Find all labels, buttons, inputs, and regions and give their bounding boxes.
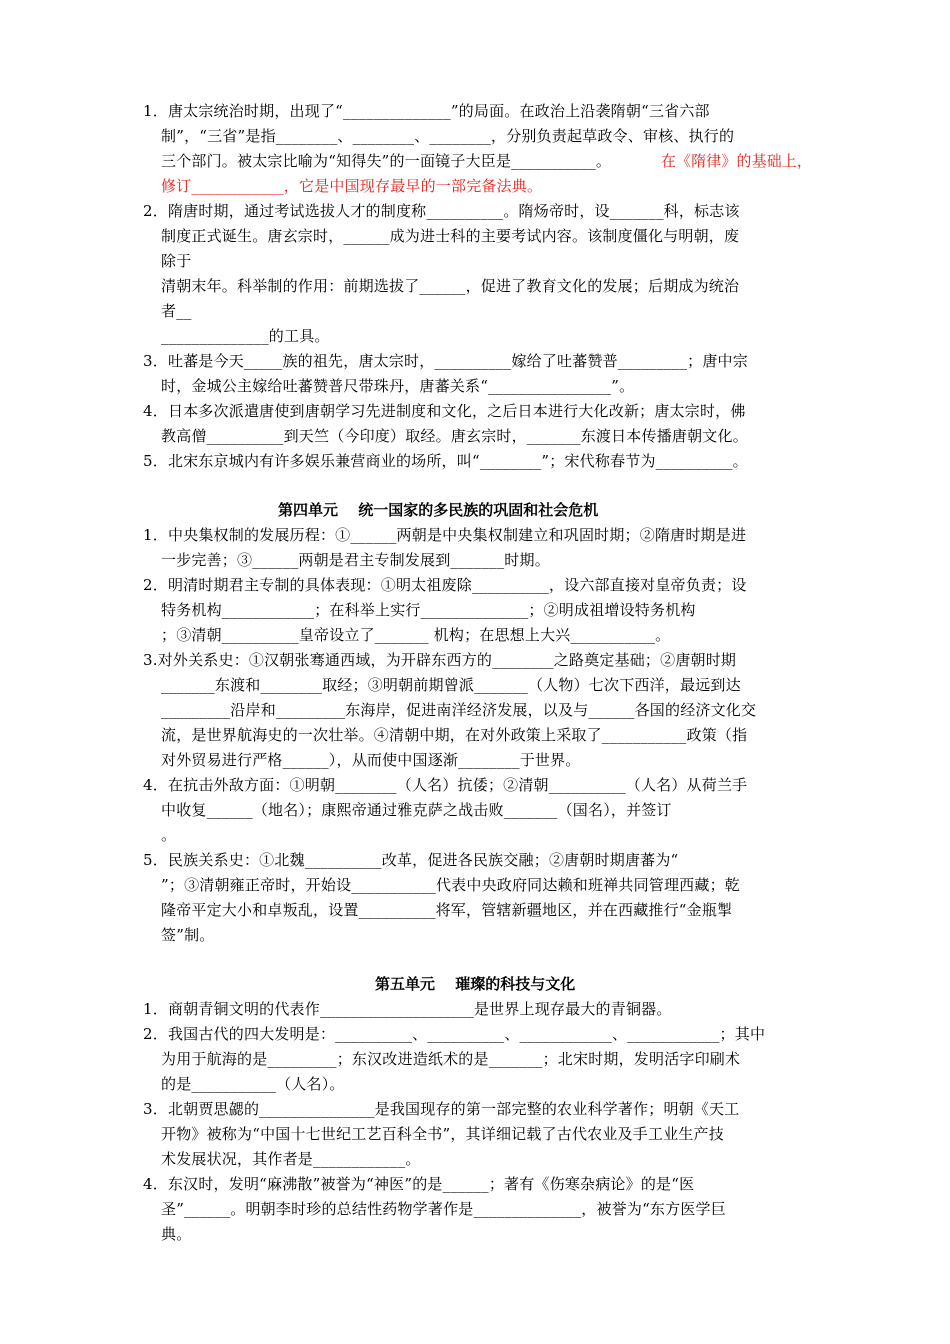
text-line: 为用于航海的是_________；东汉改进造纸术的是_______；北宋时期，发明活字印刷术 [161,1050,741,1068]
text-line: 除于 [161,252,192,270]
text-line: 2．我国古代的四大发明是：__________、__________、____________、____________；其中 [143,1025,766,1043]
text-line: _________沿岸和_________东海岸，促进南洋经济发展，以及与______各国的经济文化交 [161,701,757,719]
text-line: 3．北朝贾思勰的_______________是我国现存的第一部完整的农业科学著作；明朝《天工 [143,1100,740,1118]
text-line: 教高僧__________到天竺（今印度）取经。唐玄宗时，_______东渡日本传播唐朝文化。 [161,427,748,445]
text-line: ；③清朝__________皇帝设立了_______ 机构；在思想上大兴___________。 [161,626,671,644]
text-line: 。 [161,826,177,844]
text-line: 2．明清时期君主专制的具体表现：①明太祖废除__________，设六部直接对皇帝负责；设 [143,576,747,594]
text-line: 者__ [161,302,192,320]
text-line: 4．东汉时，发明“麻沸散”被誉为“神医”的是______；著有《伤寒杂病论》的是“医 [143,1175,695,1193]
text-line: 流，是世界航海史的一次壮举。④清朝中期，在对外政策上采取了___________政策（指 [161,726,748,744]
text-line: 术发展状况，其作者是____________。 [161,1150,421,1168]
text-line: 时，金城公主嫁给吐蕃赞普尺带珠丹，唐蕃关系“________________”。 [161,377,635,395]
text-line: 3．吐蕃是今天_____族的祖先，唐太宗时，__________嫁给了吐蕃赞普_________；唐中宗 [143,352,748,370]
text-line: ”；③清朝雍正帝时，开始设___________代表中央政府同达赖和班禅共同管理西藏；乾 [161,876,740,894]
text-line: 对外贸易进行严格______），从而使中国逐渐________于世界。 [161,751,581,769]
text-line: 特务机构____________；在科举上实行______________；②明成祖增设特务机构 [161,601,696,619]
text-line: 清朝末年。科举制的作用：前期选拔了______，促进了教育文化的发展；后期成为统治 [161,277,740,295]
text-line: 4．在抗击外敌方面：①明朝________（人名）抗倭；②清朝__________（人名）从荷兰手 [143,776,748,794]
text-line: 4．日本多次派遣唐使到唐朝学习先进制度和文化，之后日本进行大化改新；唐太宗时，佛 [143,402,746,420]
text-line: 5．北宋东京城内有许多娱乐兼营商业的场所，叫“________”；宋代称春节为__________。 [143,452,748,470]
text-line: 三个部门。被太宗比喻为“知得失”的一面镜子大臣是___________。 [161,152,612,170]
unit-heading: 第五单元 璀璨的科技与文化 [375,975,576,993]
text-line: 的是___________（人名）。 [161,1075,345,1093]
text-line: 3.对外关系史：①汉朝张骞通西域，为开辟东西方的________之路奠定基础；②唐朝时期 [143,651,737,669]
highlighted-text-line: 修订____________，它是中国现存最早的一部完备法典。 [161,177,543,195]
text-line: 1．中央集权制的发展历程：①______两朝是中央集权制建立和巩固时期；②隋唐时期是进 [143,526,747,544]
text-line: 中收复______（地名）；康熙帝通过雅克萨之战击败_______（国名），并签订 [161,801,672,819]
text-line: 一步完善；③______两朝是君主专制发展到_______时期。 [161,551,550,569]
text-line: 1．商朝青铜文明的代表作____________________是世界上现存最大的青铜器。 [143,1000,672,1018]
text-line: 圣”______。明朝李时珍的总结性药物学著作是______________，被誉为“东方医学巨 [161,1200,726,1218]
text-line: _______东渡和________取经；③明朝前期曾派_______（人物）七次下西洋，最远到达 [161,676,741,694]
text-line: 2．隋唐时期，通过考试选拔人才的制度称__________。隋炀帝时，设_______科，标志该 [143,202,740,220]
text-line: 典。 [161,1225,192,1243]
text-line: 1．唐太宗统治时期，出现了“______________”的局面。在政治上沿袭隋朝“三省六部 [143,102,710,120]
text-line: ______________的工具。 [161,327,330,345]
unit-heading: 第四单元 统一国家的多民族的巩固和社会危机 [278,501,599,519]
text-line: 制度正式诞生。唐玄宗时，______成为进士科的主要考试内容。该制度僵化与明朝，废 [161,227,740,245]
text-line: 制”，“三省”是指________、________、________，分别负责起草政令、审核、执行的 [161,127,735,145]
text-line: 隆帝平定大小和卓叛乱，设置__________将军，管辖新疆地区，并在西藏推行“金瓶掣 [161,901,733,919]
text-line: 签”制。 [161,926,215,944]
highlighted-text-line: 在《隋律》的基础上， [661,152,813,170]
text-line: 5．民族关系史：①北魏__________改革，促进各民族交融；②唐朝时期唐蕃为“ [143,851,679,869]
text-line: 开物》被称为“中国十七世纪工艺百科全书”，其详细记载了古代农业及手工业生产技 [161,1125,724,1143]
